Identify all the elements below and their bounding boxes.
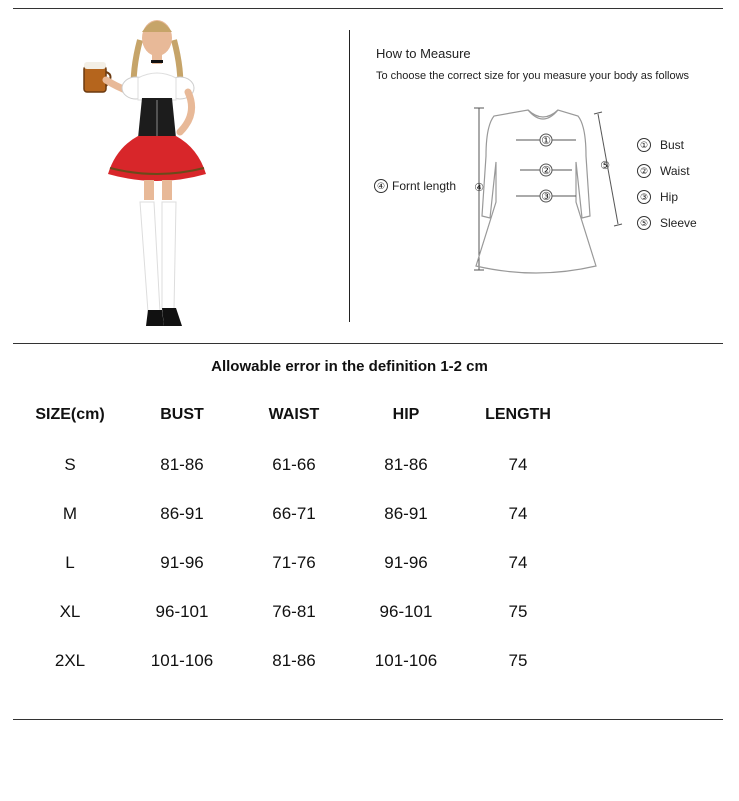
legend-num: ② (637, 164, 651, 178)
cell-size: M (62, 503, 78, 523)
cell-size: XL (59, 601, 81, 621)
cell-length: 74 (508, 454, 528, 474)
cell-length: 75 (508, 650, 528, 670)
cell-bust: 101-106 (150, 650, 214, 670)
legend-label: Bust (660, 138, 685, 152)
legend-item-bust (637, 132, 697, 158)
size-chart-table (14, 390, 574, 685)
front-length-num: ④ (374, 179, 388, 193)
cell-hip: 96-101 (379, 601, 433, 621)
cell-waist: 61-66 (272, 454, 316, 474)
cell-length: 74 (508, 552, 528, 572)
legend-num: ③ (637, 190, 651, 204)
header-length: LENGTH (485, 406, 551, 423)
legend-num: ⑤ (637, 216, 651, 230)
front-length-marker: ④ (474, 181, 484, 194)
table-row (14, 587, 574, 636)
dress-outline (476, 110, 596, 273)
legend-item-waist (637, 158, 697, 184)
hip-marker: ③ (541, 190, 551, 203)
cell-size: L (65, 552, 75, 572)
cell-bust: 81-86 (160, 454, 204, 474)
legend-label: Hip (660, 190, 679, 204)
cell-waist: 81-86 (272, 650, 316, 670)
cell-hip: 101-106 (374, 650, 438, 670)
cell-hip: 81-86 (384, 454, 428, 474)
table-row (14, 538, 574, 587)
cell-bust: 91-96 (160, 552, 204, 572)
cell-waist: 76-81 (272, 601, 316, 621)
header-bust: BUST (160, 406, 204, 423)
cell-length: 74 (508, 503, 528, 523)
cell-length: 75 (508, 601, 528, 621)
cell-hip: 86-91 (384, 503, 428, 523)
product-photo (76, 10, 236, 342)
top-divider (13, 8, 723, 9)
cell-size: S (64, 454, 76, 474)
measure-legend (637, 132, 697, 236)
cell-waist: 71-76 (272, 552, 316, 572)
header-waist: WAIST (268, 406, 320, 423)
legend-item-sleeve (637, 210, 697, 236)
header-hip: HIP (392, 406, 420, 423)
header-size: SIZE(cm) (35, 406, 105, 423)
vertical-divider (349, 30, 350, 322)
front-length-label (374, 179, 456, 193)
waist-marker: ② (541, 164, 551, 177)
table-header-row (14, 390, 574, 440)
middle-divider (13, 343, 723, 344)
legend-item-hip (637, 184, 697, 210)
legend-label: Sleeve (660, 216, 697, 230)
cell-bust: 86-91 (160, 503, 204, 523)
sleeve-marker: ⑤ (600, 159, 610, 172)
table-row (14, 489, 574, 538)
table-row (14, 636, 574, 685)
front-length-text: Fornt length (392, 179, 457, 193)
legend-label: Waist (660, 164, 690, 178)
legend-num: ① (637, 138, 651, 152)
how-to-measure-title: How to Measure (376, 46, 471, 61)
how-to-measure-subtitle: To choose the correct size for you measure your body as follows (376, 70, 690, 82)
cell-hip: 91-96 (384, 552, 428, 572)
cell-waist: 66-71 (272, 503, 316, 523)
cell-bust: 96-101 (155, 601, 209, 621)
cell-size: 2XL (54, 650, 86, 670)
bottom-divider (13, 719, 723, 720)
bust-marker: ① (541, 134, 551, 147)
allowable-error-caption: Allowable error in the definition 1-2 cm (211, 358, 488, 375)
table-row (14, 440, 574, 489)
